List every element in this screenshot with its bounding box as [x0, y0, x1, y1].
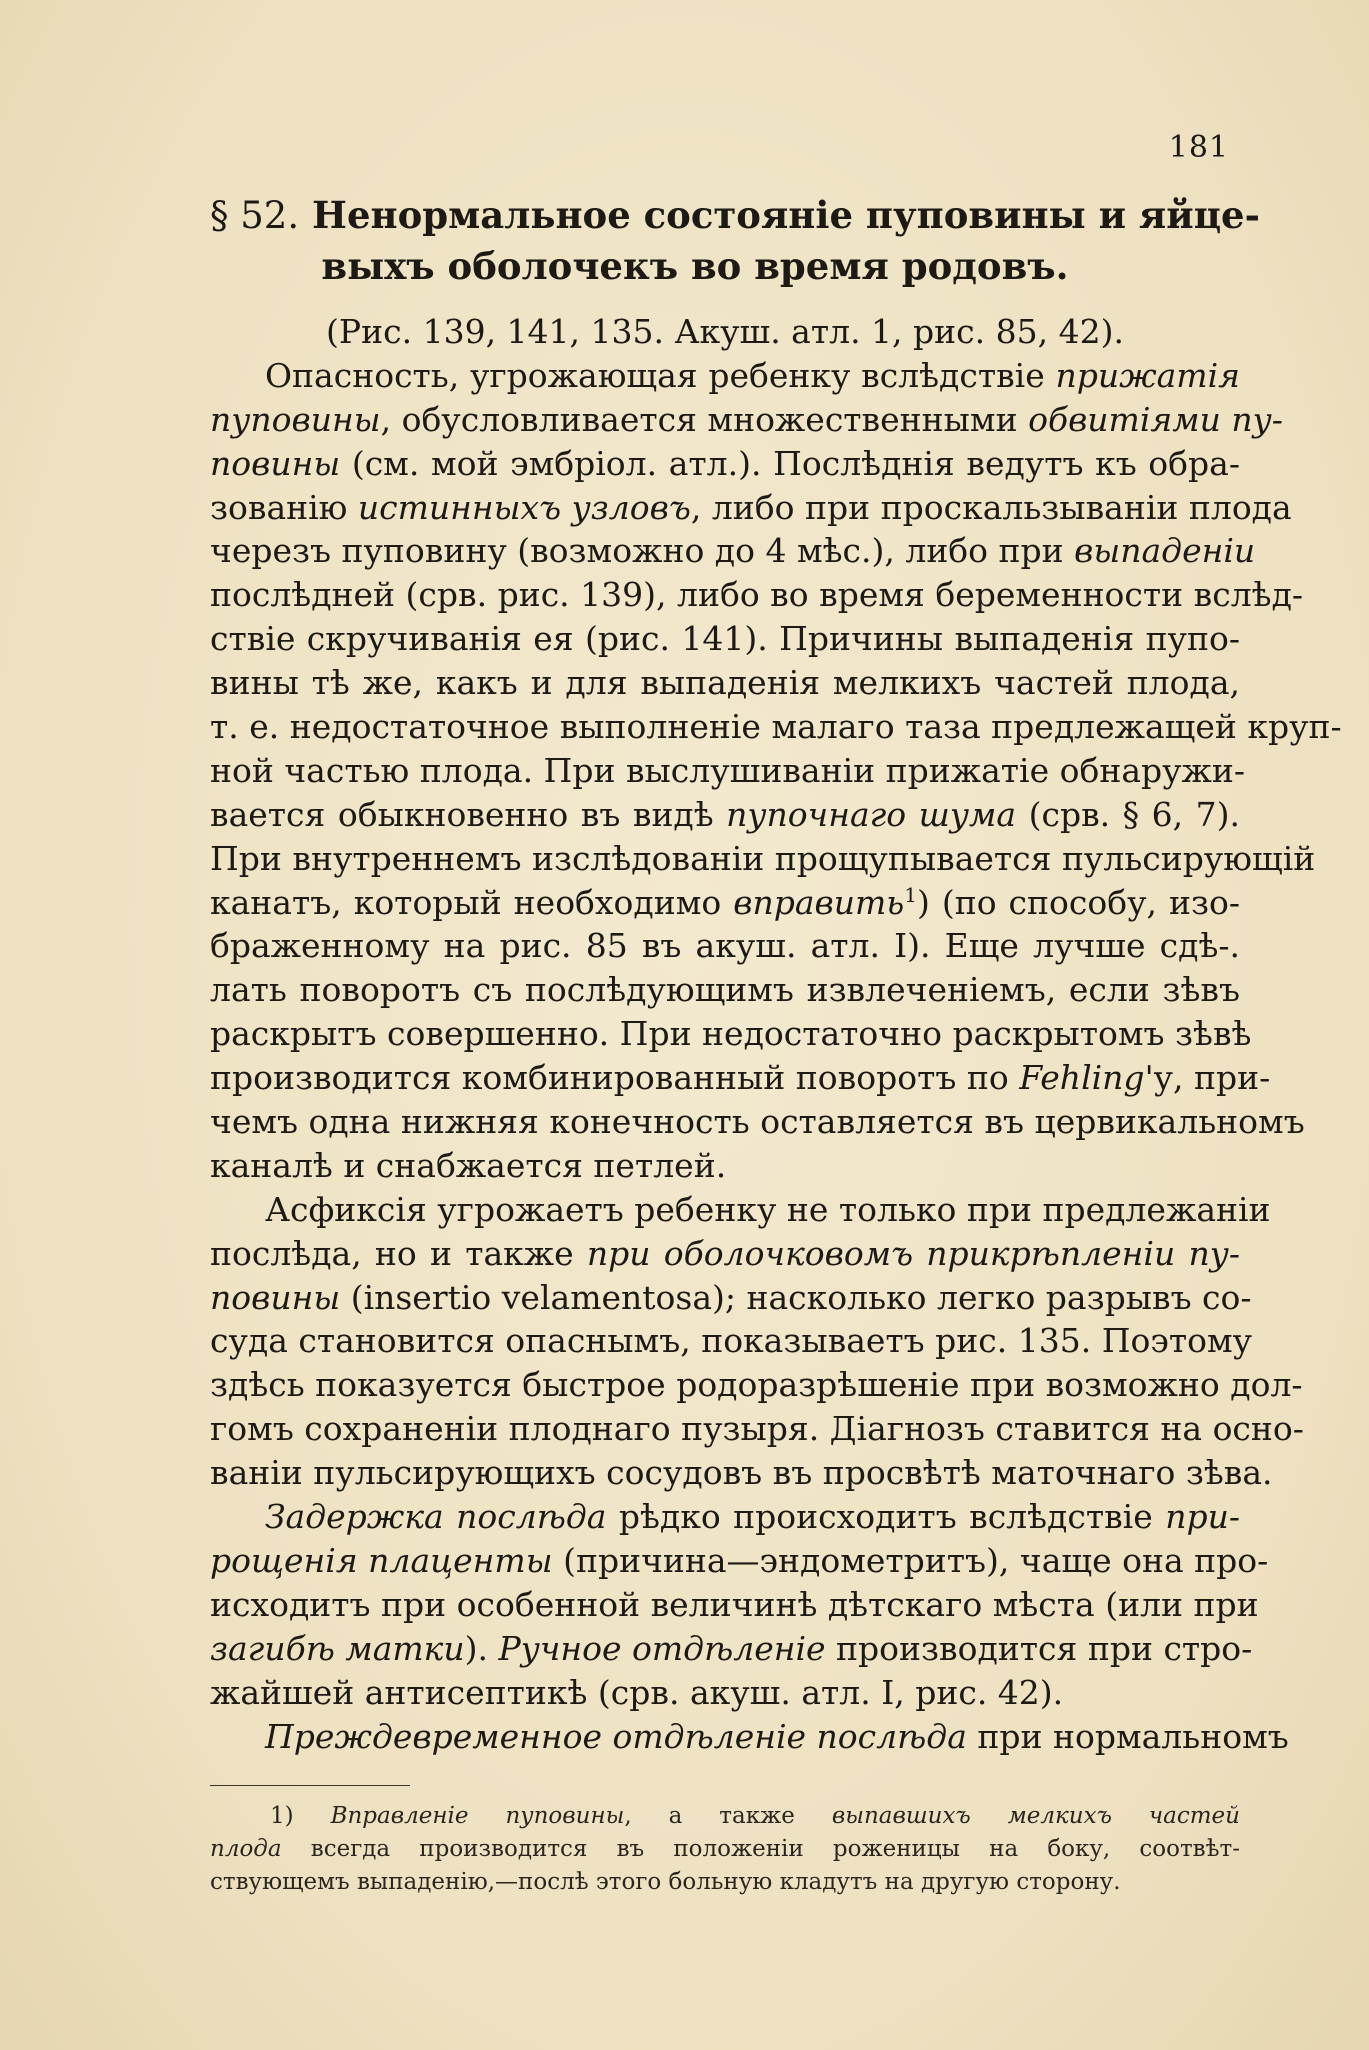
text-line: каналѣ и снабжается петлей.: [210, 1145, 727, 1185]
footnote-marker: 1: [904, 882, 917, 907]
figure-references: (Рис. 139, 141, 135. Акуш. атл. 1, рис. 85, 42).: [326, 312, 1124, 351]
text-line: вается обыкновенно въ видѣ пупочнаго шума (срв. § 6, 7).: [210, 794, 1240, 834]
text-line: зованiю истинныхъ узловъ, либо при проскальзыванiи плода: [210, 487, 1292, 527]
text-line: суда становится опаснымъ, показываетъ рис. 135. Поэтому: [210, 1321, 1253, 1361]
footnote-line: плода всегда производится въ положенiи роженицы на боку, соотвѣт-: [210, 1836, 1240, 1862]
page-number: 181: [1168, 130, 1229, 165]
text-line: канатъ, который необходимо вправить$^1$) (по способу, изо-: [210, 882, 1240, 922]
text-line: повины (см. мой эмбрiол. атл.). Послѣднiя ведутъ къ обра-: [210, 443, 1240, 483]
text-line: ванiи пульсирующихъ сосудовъ въ просвѣтѣ маточнаго зѣва.: [210, 1453, 1273, 1493]
text-line: черезъ пуповину (возможно до 4 мѣс.), либо при выпаденiи: [210, 531, 1256, 571]
text-line: лать поворотъ съ послѣдующимъ извлеченiемъ, если зѣвъ: [210, 970, 1240, 1010]
text-line: исходитъ при особенной величинѣ дѣтскаго мѣста (или при: [210, 1584, 1259, 1624]
text-line: раскрытъ совершенно. При недостаточно раскрытомъ зѣвѣ: [210, 1014, 1252, 1054]
text-line: При внутреннемъ изслѣдованiи прощупывается пульсирующiй: [210, 838, 1316, 878]
text-line: Опасность, угрожающая ребенку вслѣдствiе прижатiя: [265, 355, 1240, 395]
footnote-divider: [210, 1785, 410, 1786]
text-line: Задержка послѣда рѣдко происходитъ вслѣдствiе при-: [265, 1497, 1240, 1537]
text-line: вины тѣ же, какъ и для выпаденiя мелкихъ частей плода,: [210, 663, 1240, 703]
text-line: браженному на рис. 85 въ акуш. атл. I). Еще лучше сдѣ-.: [210, 926, 1240, 966]
text-line: производится комбинированный поворотъ по Fehling'у, при-: [210, 1058, 1271, 1098]
heading-text-1: Ненормальное состоянiе пуповины и яйце-: [312, 193, 1260, 237]
text-line: Преждевременное отдѣленiе послѣда при нормальномъ: [265, 1716, 1289, 1756]
text-line: послѣда, но и также при оболочковомъ прикрѣпленiи пу-: [210, 1233, 1240, 1273]
section-heading: [210, 190, 1260, 291]
main-text: [210, 310, 1342, 1758]
text-line: здѣсь показуется быстрое родоразрѣшенiе при возможно дол-: [210, 1365, 1303, 1405]
heading-line-1: [210, 190, 1260, 241]
text-line: ной частью плода. При выслушиванiи прижатiе обнаружи-: [210, 750, 1246, 790]
text-line: жайшей антисептикѣ (срв. акуш. атл. I, рис. 42).: [210, 1672, 1064, 1712]
text-line: гомъ сохраненiи плоднаго пузыря. Дiагнозъ ставится на осно-: [210, 1409, 1304, 1449]
text-line: ствiе скручиванiя ея (рис. 141). Причины выпаденiя пупо-: [210, 619, 1240, 659]
text-line: рощенiя плаценты (причина—эндометритъ), чаще она про-: [210, 1540, 1269, 1580]
text-line: повины (insertio velamentosa); насколько легко разрывъ со-: [210, 1277, 1252, 1317]
heading-line-2: выхъ оболочекъ во время родовъ.: [321, 244, 1069, 288]
text-line: чемъ одна нижняя конечность оставляется въ цервикальномъ: [210, 1102, 1305, 1142]
footnotes: [210, 1800, 1240, 1899]
footnote-line: 1) Вправленiе пуповины, а также выпавшихъ мелкихъ частей: [270, 1803, 1240, 1829]
text-line: послѣдней (срв. рис. 139), либо во время беременности вслѣд-: [210, 575, 1304, 615]
text-line: Асфиксiя угрожаетъ ребенку не только при предлежанiи: [265, 1189, 1271, 1229]
text-line: т. е. недостаточное выполненiе малаго таза предлежащей круп-: [210, 707, 1342, 747]
text-line: загибѣ матки). Ручное отдѣленiе производится при стро-: [210, 1628, 1253, 1668]
footnote-line: ствующемъ выпаденiю,—послѣ этого больную кладутъ на другую сторону.: [210, 1869, 1121, 1895]
section-number: § 52.: [210, 194, 300, 237]
text-line: пуповины, обусловливается множественными обвитiями пу-: [210, 399, 1283, 439]
